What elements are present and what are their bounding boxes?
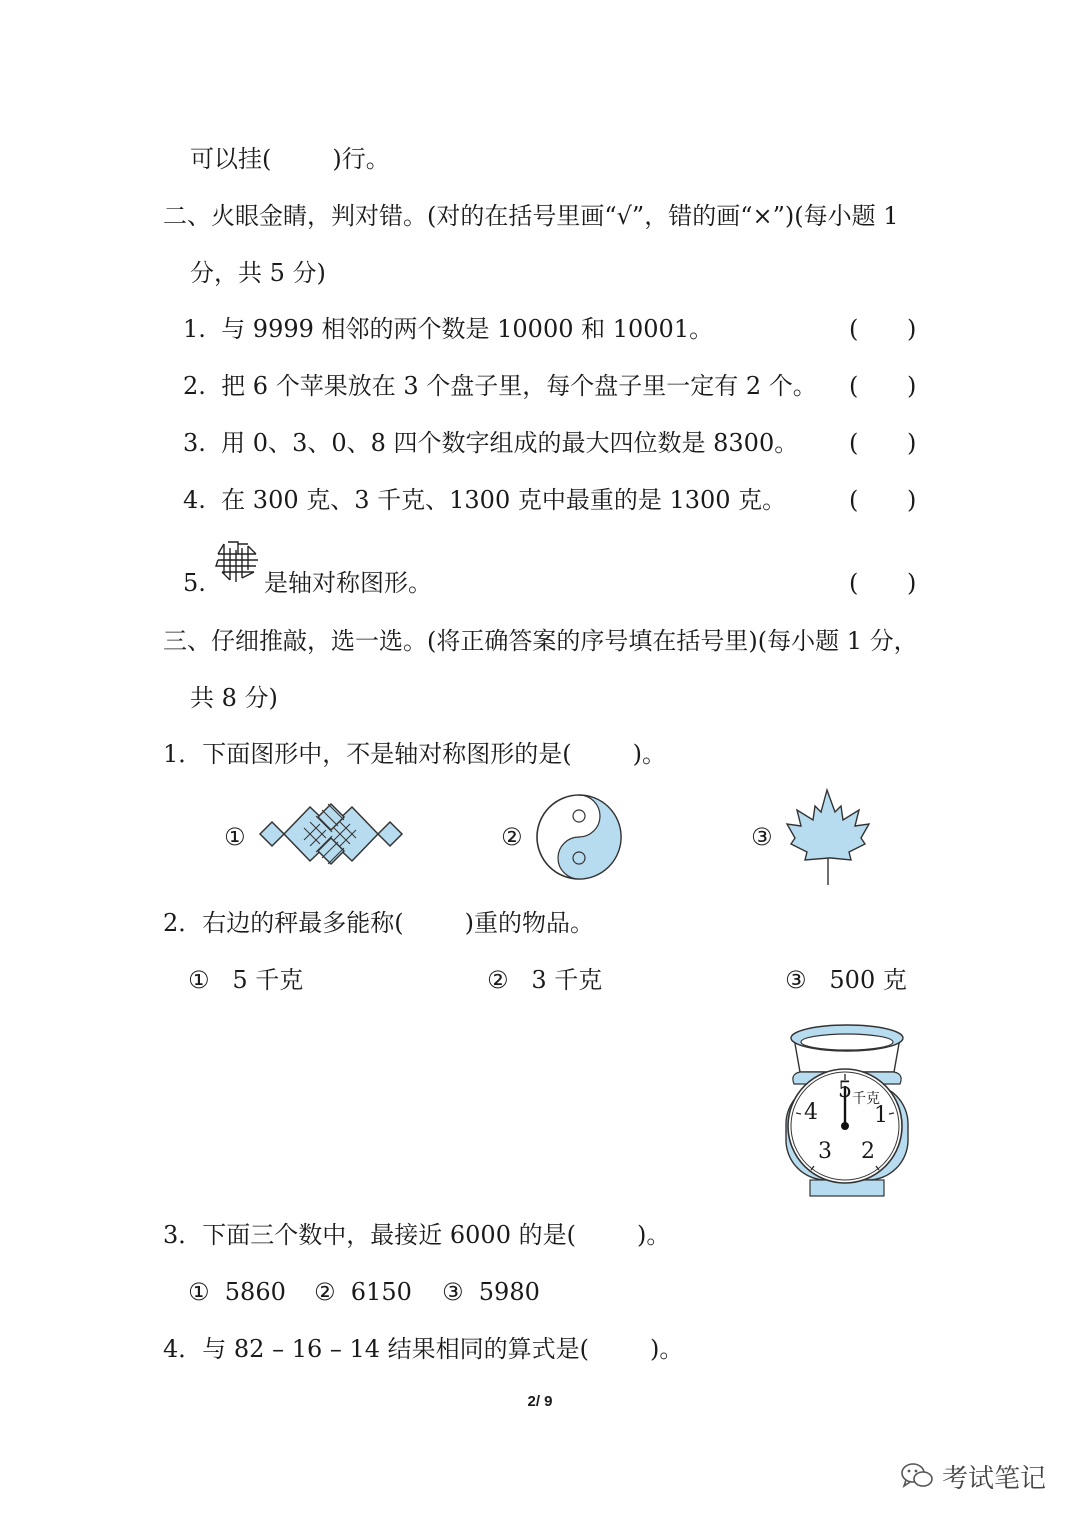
question-continuation: 可以挂( )行。: [190, 145, 390, 173]
tf-item-5-number: 5.: [183, 569, 206, 597]
tf-item-text: 与 9999 相邻的两个数是 10000 和 10001。: [221, 315, 714, 343]
q2-option-2[interactable]: [487, 963, 602, 997]
tf-item-3: [183, 426, 798, 460]
section3-heading: 三、仔细推敲，选一选。(将正确答案的序号填在括号里)(每小题 1 分，: [163, 627, 918, 655]
option-label: 500 克: [829, 966, 907, 994]
paren-open: (: [849, 486, 859, 514]
q1-option-1-mark[interactable]: ①: [224, 823, 246, 851]
tf-item-text: 在 300 克、3 千克、1300 克中最重的是 1300 克。: [221, 486, 787, 514]
watermark-text: 考试笔记: [942, 1463, 1047, 1494]
tf-item-text: 把 6 个苹果放在 3 个盘子里，每个盘子里一定有 2 个。: [221, 372, 817, 400]
section2-heading: 二、火眼金睛，判对错。(对的在括号里画“√”，错的画“×”)(每小题 1: [163, 202, 899, 230]
scale-label-4: 4: [804, 1100, 818, 1125]
answer-paren-2[interactable]: [849, 369, 917, 403]
q1-option-3-mark[interactable]: ③: [751, 823, 773, 851]
watermark: [900, 1458, 1046, 1494]
chinese-knot-figure: [214, 540, 260, 586]
q2-option-1[interactable]: [188, 963, 303, 997]
option-label: 3 千克: [531, 966, 603, 994]
paren-open: (: [849, 372, 859, 400]
maple-leaf-figure: [783, 788, 873, 886]
scale-label-1: 1: [874, 1103, 888, 1128]
paren-close: ): [907, 372, 917, 400]
answer-paren-5[interactable]: [849, 566, 917, 600]
paren-open: (: [849, 315, 859, 343]
q3-option-1[interactable]: [188, 1275, 286, 1309]
option-mark: ②: [487, 966, 509, 994]
tf-item-text: 用 0、3、0、8 四个数字组成的最大四位数是 8300。: [221, 429, 799, 457]
paren-close: ): [907, 486, 917, 514]
tf-item-number: 4.: [183, 486, 206, 514]
wechat-icon: [900, 1461, 934, 1491]
kitchen-scale-figure: [780, 1020, 910, 1200]
answer-paren-1[interactable]: [849, 312, 917, 346]
paren-open: (: [849, 429, 859, 457]
scale-label-5: 5: [838, 1078, 852, 1103]
option-label: 5 千克: [232, 966, 304, 994]
option-mark: ①: [188, 966, 210, 994]
tf-item-number: 3.: [183, 429, 206, 457]
tf-item-number: 2.: [183, 372, 206, 400]
page-number: 2/ 9: [527, 1393, 553, 1410]
tf-item-4: [183, 483, 786, 517]
q3-option-3[interactable]: [442, 1275, 540, 1309]
tf-item-1: [183, 312, 713, 346]
option-mark: ③: [442, 1278, 464, 1306]
option-mark: ②: [314, 1278, 336, 1306]
tf-item-5-text: 是轴对称图形。: [264, 569, 432, 597]
paren-close: ): [907, 315, 917, 343]
answer-paren-4[interactable]: [849, 483, 917, 517]
option-label: 5980: [478, 1278, 540, 1306]
option-label: 5860: [224, 1278, 286, 1306]
scale-label-2: 2: [861, 1139, 875, 1164]
option-mark: ③: [785, 966, 807, 994]
scale-unit-label: 千克: [852, 1091, 880, 1107]
q1-option-2-mark[interactable]: ②: [501, 823, 523, 851]
tf-item-number: 1.: [183, 315, 206, 343]
choice-question-1: 1．下面图形中，不是轴对称图形的是( )。: [163, 740, 667, 768]
section3-heading-cont: 共 8 分): [190, 684, 278, 712]
choice-question-4: 4．与 82 – 16 – 14 结果相同的算式是( )。: [163, 1335, 684, 1363]
paren-close: ): [907, 569, 917, 597]
choice-question-2: 2．右边的秤最多能称( )重的物品。: [163, 909, 595, 937]
paren-open: (: [849, 569, 859, 597]
answer-paren-3[interactable]: [849, 426, 917, 460]
tf-item-2: [183, 369, 817, 403]
choice-question-3: 3．下面三个数中，最接近 6000 的是( )。: [163, 1221, 671, 1249]
chinese-knot-diamond-figure: [260, 795, 404, 873]
option-label: 6150: [350, 1278, 412, 1306]
paren-close: ): [907, 429, 917, 457]
scale-label-3: 3: [818, 1139, 832, 1164]
option-mark: ①: [188, 1278, 210, 1306]
section2-heading-cont: 分，共 5 分): [190, 259, 326, 287]
yin-yang-figure: [535, 793, 623, 881]
q3-option-2[interactable]: [314, 1275, 412, 1309]
q2-option-3[interactable]: [785, 963, 907, 997]
